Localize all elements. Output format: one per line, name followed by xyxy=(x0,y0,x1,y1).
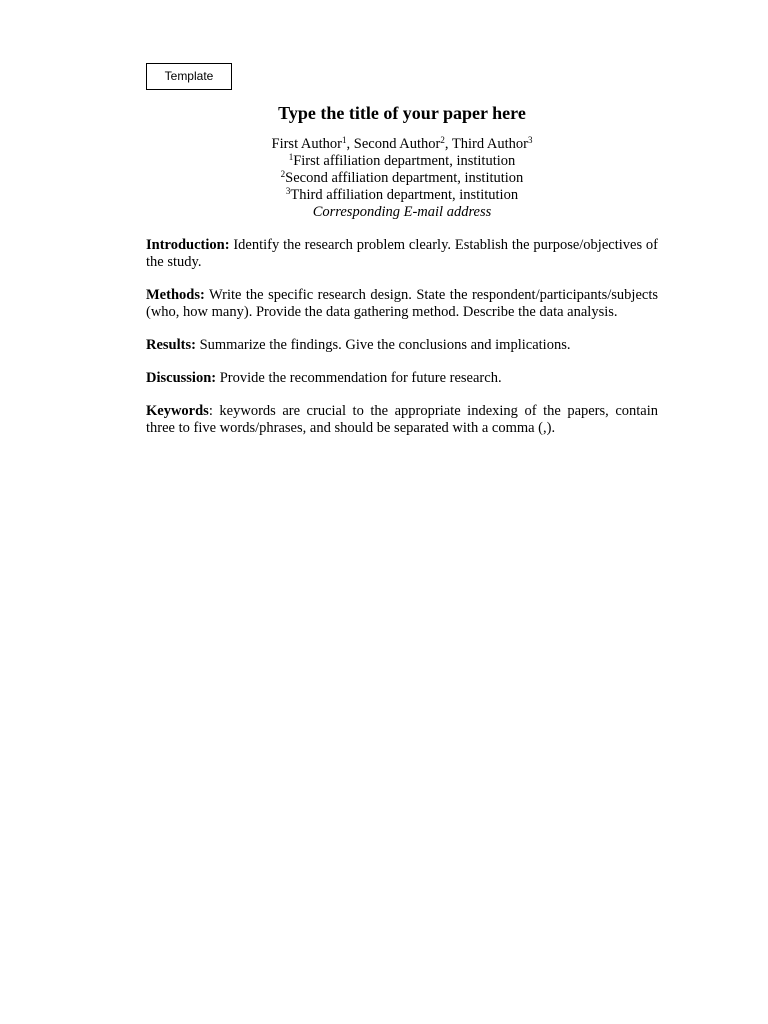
corresponding-email: Corresponding E-mail address xyxy=(312,204,492,220)
section-discussion xyxy=(146,370,658,387)
section-introduction xyxy=(146,237,658,271)
paper-content xyxy=(146,100,658,437)
section-keywords xyxy=(146,403,658,437)
affiliation-line xyxy=(146,170,658,187)
affiliation-text: Third affiliation department, institution xyxy=(290,187,519,203)
section-label: Results: xyxy=(146,337,196,353)
section-text: Identify the research problem clearly. Establish the purpose/objectives of the study. xyxy=(146,237,658,270)
author-superscript: 3 xyxy=(527,135,533,145)
section-methods xyxy=(146,287,658,321)
section-label: Introduction: xyxy=(146,237,230,253)
affiliation-text: Second affiliation department, institution xyxy=(285,170,524,186)
section-results xyxy=(146,337,658,354)
section-text: : keywords are crucial to the appropriate indexing of the papers, contain three to five words/phrases, and should be separated with a comma (,). xyxy=(146,403,658,436)
author-separator: , xyxy=(444,136,452,152)
author-superscript: 2 xyxy=(440,135,445,145)
author-name: Third Author xyxy=(451,136,528,152)
template-badge-label: Template xyxy=(164,69,214,83)
author-superscript: 1 xyxy=(342,135,347,145)
abstract-sections xyxy=(146,237,658,437)
author-name: Second Author xyxy=(353,136,441,152)
paper-title: Type the title of your paper here xyxy=(278,103,526,123)
affiliation-text: First affiliation department, institution xyxy=(293,153,516,169)
affiliation-line xyxy=(146,153,658,170)
author-separator: , xyxy=(346,136,354,152)
section-label: Keywords xyxy=(146,403,209,419)
section-label: Discussion: xyxy=(146,370,217,386)
affiliation-line xyxy=(146,187,658,204)
affiliation-superscript: 1 xyxy=(288,152,294,162)
author-block xyxy=(146,136,658,221)
author-name: First Author xyxy=(271,136,343,152)
template-badge xyxy=(146,63,232,90)
section-text: Write the specific research design. State the respondent/participants/subjects (who, how many). Provide the data gathering method. Describe the data analysis. xyxy=(146,287,658,320)
affiliation-superscript: 3 xyxy=(285,186,291,196)
section-text: Provide the recommendation for future research. xyxy=(216,370,502,386)
author-line xyxy=(146,136,658,153)
section-label: Methods: xyxy=(146,287,205,303)
section-text: Summarize the findings. Give the conclusions and implications. xyxy=(195,337,571,353)
affiliation-superscript: 2 xyxy=(280,169,286,179)
